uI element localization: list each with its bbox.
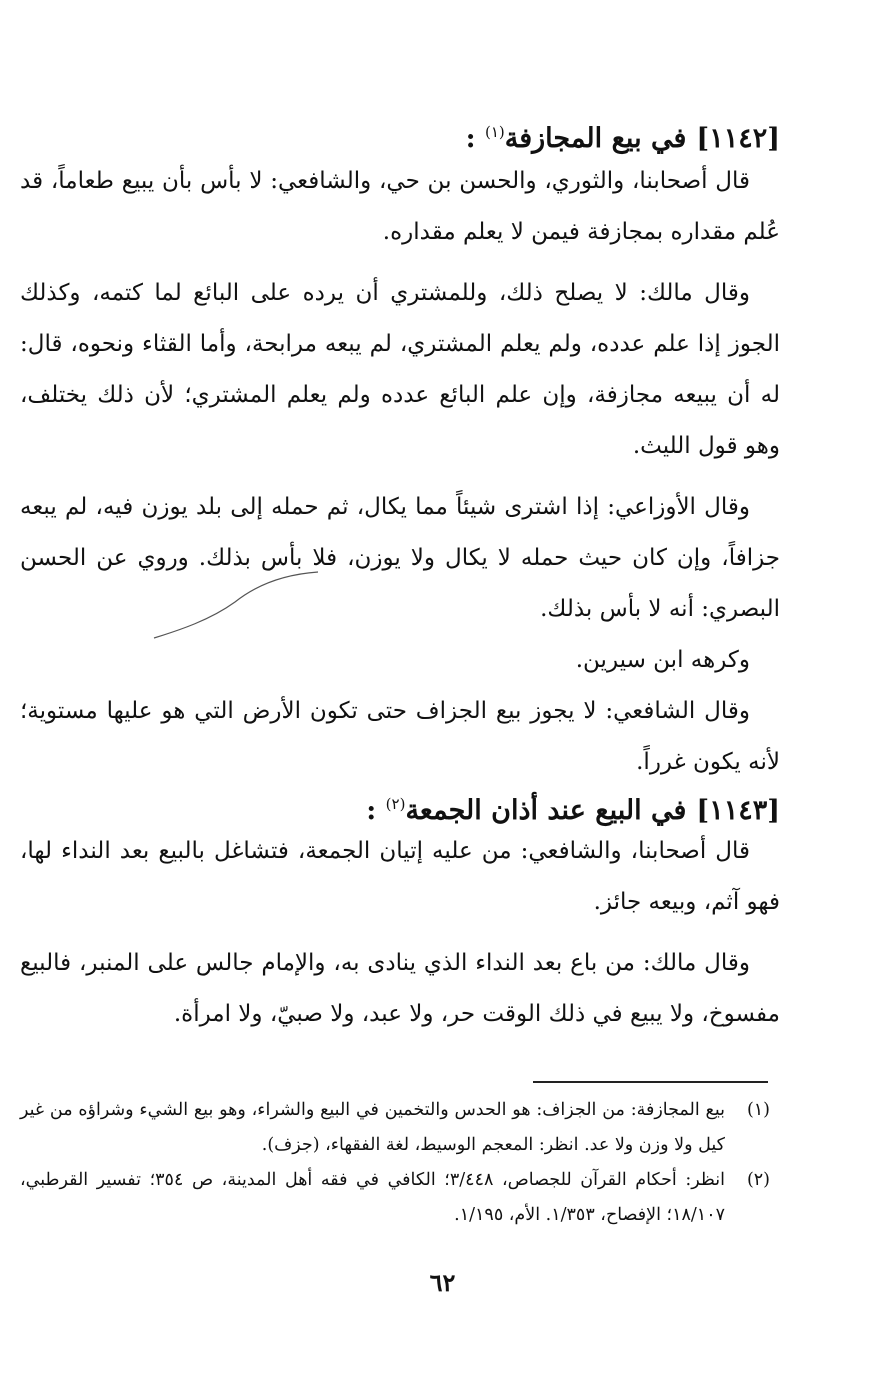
section-body-1143 xyxy=(20,826,780,1040)
footnote-ref: (٢) xyxy=(385,795,406,813)
section-heading-1142 xyxy=(20,112,780,159)
footnote-number: (١) xyxy=(746,1100,770,1120)
footnote-1 xyxy=(20,1093,770,1163)
footnote-ref: (١) xyxy=(484,123,505,141)
section-number: [١١٤٣] xyxy=(696,795,780,826)
footnote-2 xyxy=(20,1163,770,1233)
section-title: في البيع عند أذان الجمعة xyxy=(405,795,687,826)
page-number: ٦٢ xyxy=(429,1268,456,1297)
section-number: [١١٤٢] xyxy=(696,123,780,154)
paragraph: وقال الشافعي: لا يجوز بيع الجزاف حتى تكون الأرض التي هو عليها مستوية؛ لأنه يكون غرراً. xyxy=(20,698,780,775)
paragraph: وقال الأوزاعي: إذا اشترى شيئاً مما يكال، ثم حمله إلى بلد يوزن فيه، لم يبعه جزافاً، وإن كان حيث حمله لا يكال ولا يوزن، فلا بأس بذلك. وروي عن الحسن البصري: أنه لا بأس بذلك. xyxy=(20,494,780,622)
section-body-1142 xyxy=(20,156,780,788)
heading-colon: : xyxy=(366,795,377,826)
footnote-text: بيع المجازفة: من الجزاف: هو الحدس والتخمين في البيع والشراء، وهو بيع الشيء وشراؤه من غير كيل ولا وزن ولا عد. انظر: المعجم الوسيط، لغة الفقهاء، (جزف). xyxy=(20,1100,725,1155)
footnotes xyxy=(20,1093,770,1233)
paragraph: وقال مالك: من باع بعد النداء الذي ينادى به، والإمام جالس على المنبر، فالبيع مفسوخ، ولا يبيع في ذلك الوقت حر، ولا عبد، ولا صبيّ، ولا امرأة. xyxy=(20,950,780,1027)
paragraph: وقال مالك: لا يصلح ذلك، وللمشتري أن يرده على البائع لما كتمه، وكذلك الجوز إذا علم عدده، ولم يعلم المشتري، لم يبعه مرابحة، وأما القثاء ونحوه، قال: له أن يبيعه مجازفة، وإن علم البائع عدده ولم يعلم المشتري؛ لأن ذلك يختلف، وهو قول الليث. xyxy=(20,280,780,459)
footnote-number: (٢) xyxy=(746,1170,770,1190)
footnote-separator xyxy=(533,1081,768,1083)
paragraph: قال أصحابنا، والثوري، والحسن بن حي، والشافعي: لا بأس بأن يبيع طعاماً، قد عُلم مقداره بمجازفة فيمن لا يعلم مقداره. xyxy=(20,168,780,245)
pen-stroke-mark xyxy=(150,568,320,643)
section-heading-1143 xyxy=(20,784,780,831)
section-title: في بيع المجازفة xyxy=(504,123,687,154)
paragraph: وكرهه ابن سيرين. xyxy=(575,647,750,673)
footnote-text: انظر: أحكام القرآن للجصاص، ٣/٤٤٨؛ الكافي في فقه أهل المدينة، ص ٣٥٤؛ تفسير القرطبي، ١٨/١٠٧؛ الإفصاح، ١/٣٥٣. الأم، ١/١٩٥. xyxy=(20,1170,726,1225)
heading-colon: : xyxy=(465,123,476,154)
paragraph: قال أصحابنا، والشافعي: من عليه إتيان الجمعة، فتشاغل بالبيع بعد النداء لها، فهو آثم، وبيعه جائز. xyxy=(20,838,780,915)
